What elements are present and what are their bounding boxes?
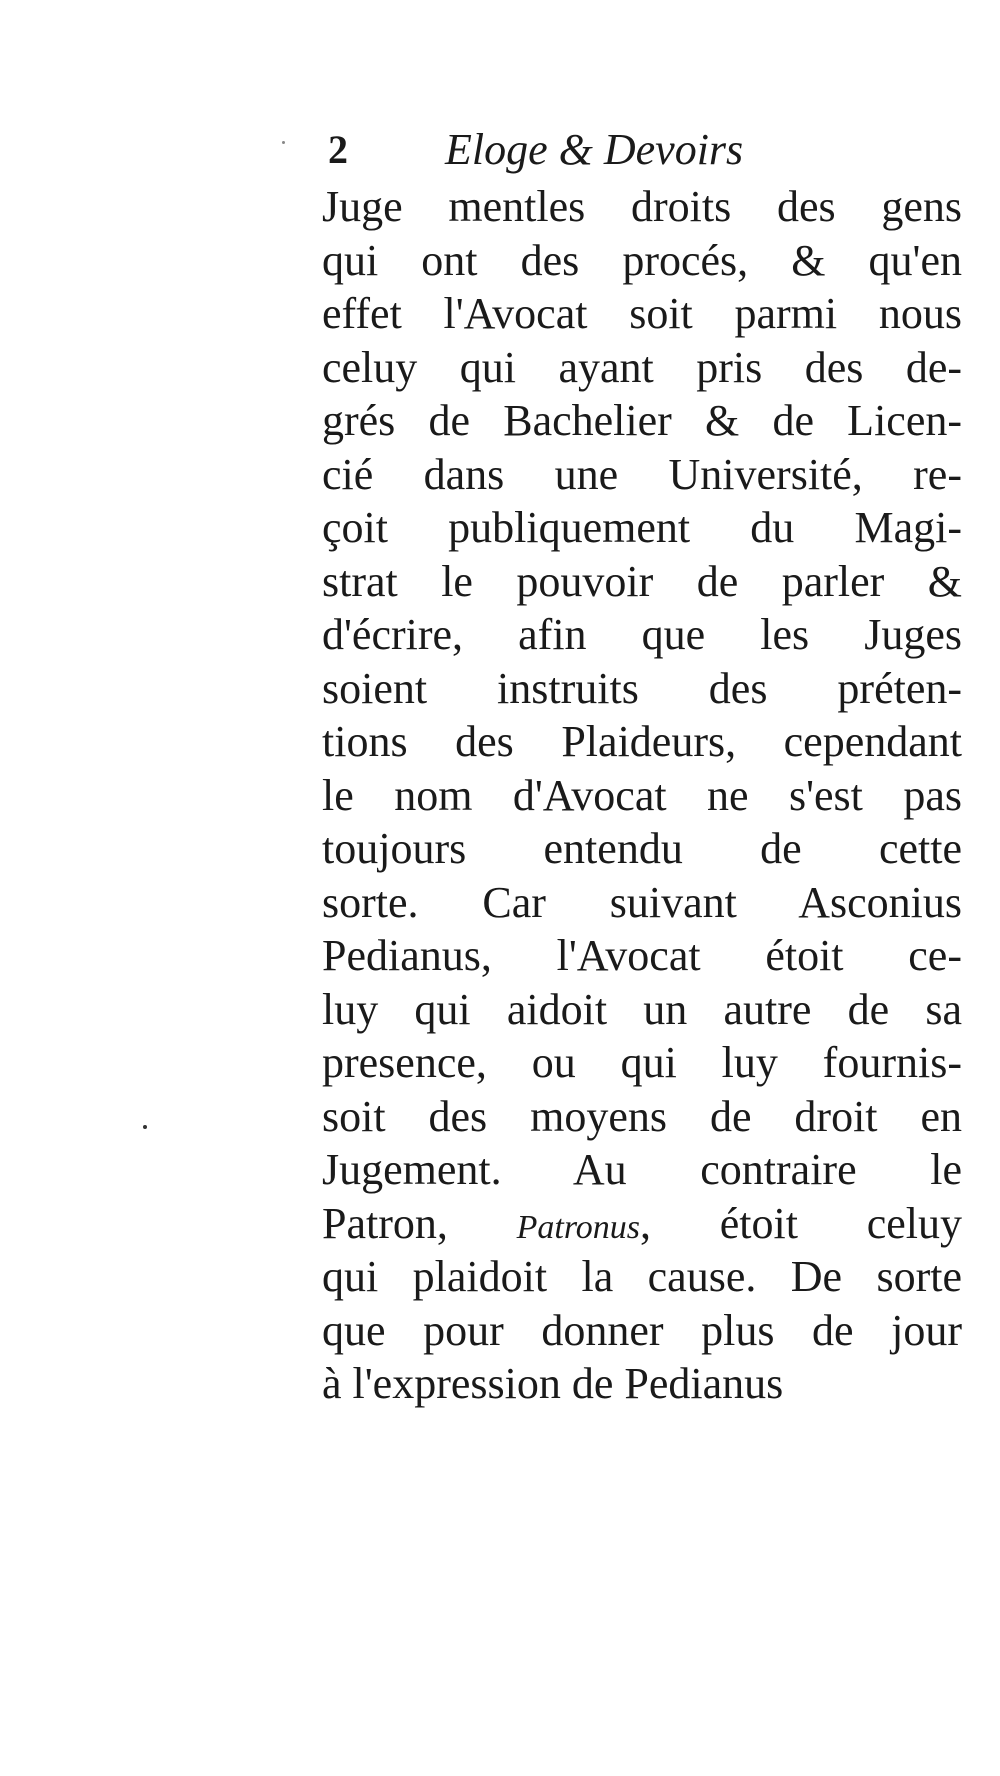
running-title: Eloge & Devoirs <box>445 125 744 174</box>
text-line: qui plaidoit la cause. De sorte <box>322 1252 962 1301</box>
text-line: soit des moyens de droit en <box>322 1091 962 1141</box>
text-line: effet l'Avocat soit parmi nous <box>322 289 962 338</box>
ink-speck <box>282 141 285 144</box>
text-line: celuy qui ayant pris des de- <box>322 342 962 392</box>
body-text <box>322 180 962 1411</box>
text-line: luy qui aidoit un autre de sa <box>322 984 962 1034</box>
text-line: cié dans une Université, re- <box>322 449 962 499</box>
text-line: Pedianus, l'Avocat étoit ce- <box>322 931 962 980</box>
text-line: strat le pouvoir de parler & <box>322 556 962 606</box>
text-line: tions des Plaideurs, cependant <box>322 717 962 766</box>
text-line: soient instruits des préten- <box>322 663 962 713</box>
text-line: Jugement. Au contraire le <box>322 1145 962 1194</box>
text-segment: , étoit celuy <box>640 1198 962 1248</box>
text-line: toujours entendu de cette <box>322 824 962 873</box>
text-line: çoit publiquement du Magi- <box>322 503 962 552</box>
text-line-with-italic <box>322 1197 962 1251</box>
text-line: sorte. Car suivant Asconius <box>322 877 962 927</box>
italic-word: Patronus <box>516 1208 641 1246</box>
text-line: le nom d'Avocat ne s'est pas <box>322 770 962 820</box>
text-line: Juge mentles droits des gens <box>322 182 962 231</box>
text-line: qui ont des procés, & qu'en <box>322 235 962 285</box>
text-line: à l'expression de Pedianus <box>322 1359 784 1408</box>
text-line: presence, ou qui luy fournis- <box>322 1038 962 1087</box>
text-line: que pour donner plus de jour <box>322 1305 962 1355</box>
running-head <box>320 122 960 178</box>
page-number: 2 <box>328 127 348 172</box>
text-segment: Patron, <box>322 1198 517 1248</box>
ink-speck <box>143 1125 147 1129</box>
text-line: grés de Bachelier & de Licen- <box>322 396 962 445</box>
text-line: d'écrire, afin que les Juges <box>322 610 962 659</box>
